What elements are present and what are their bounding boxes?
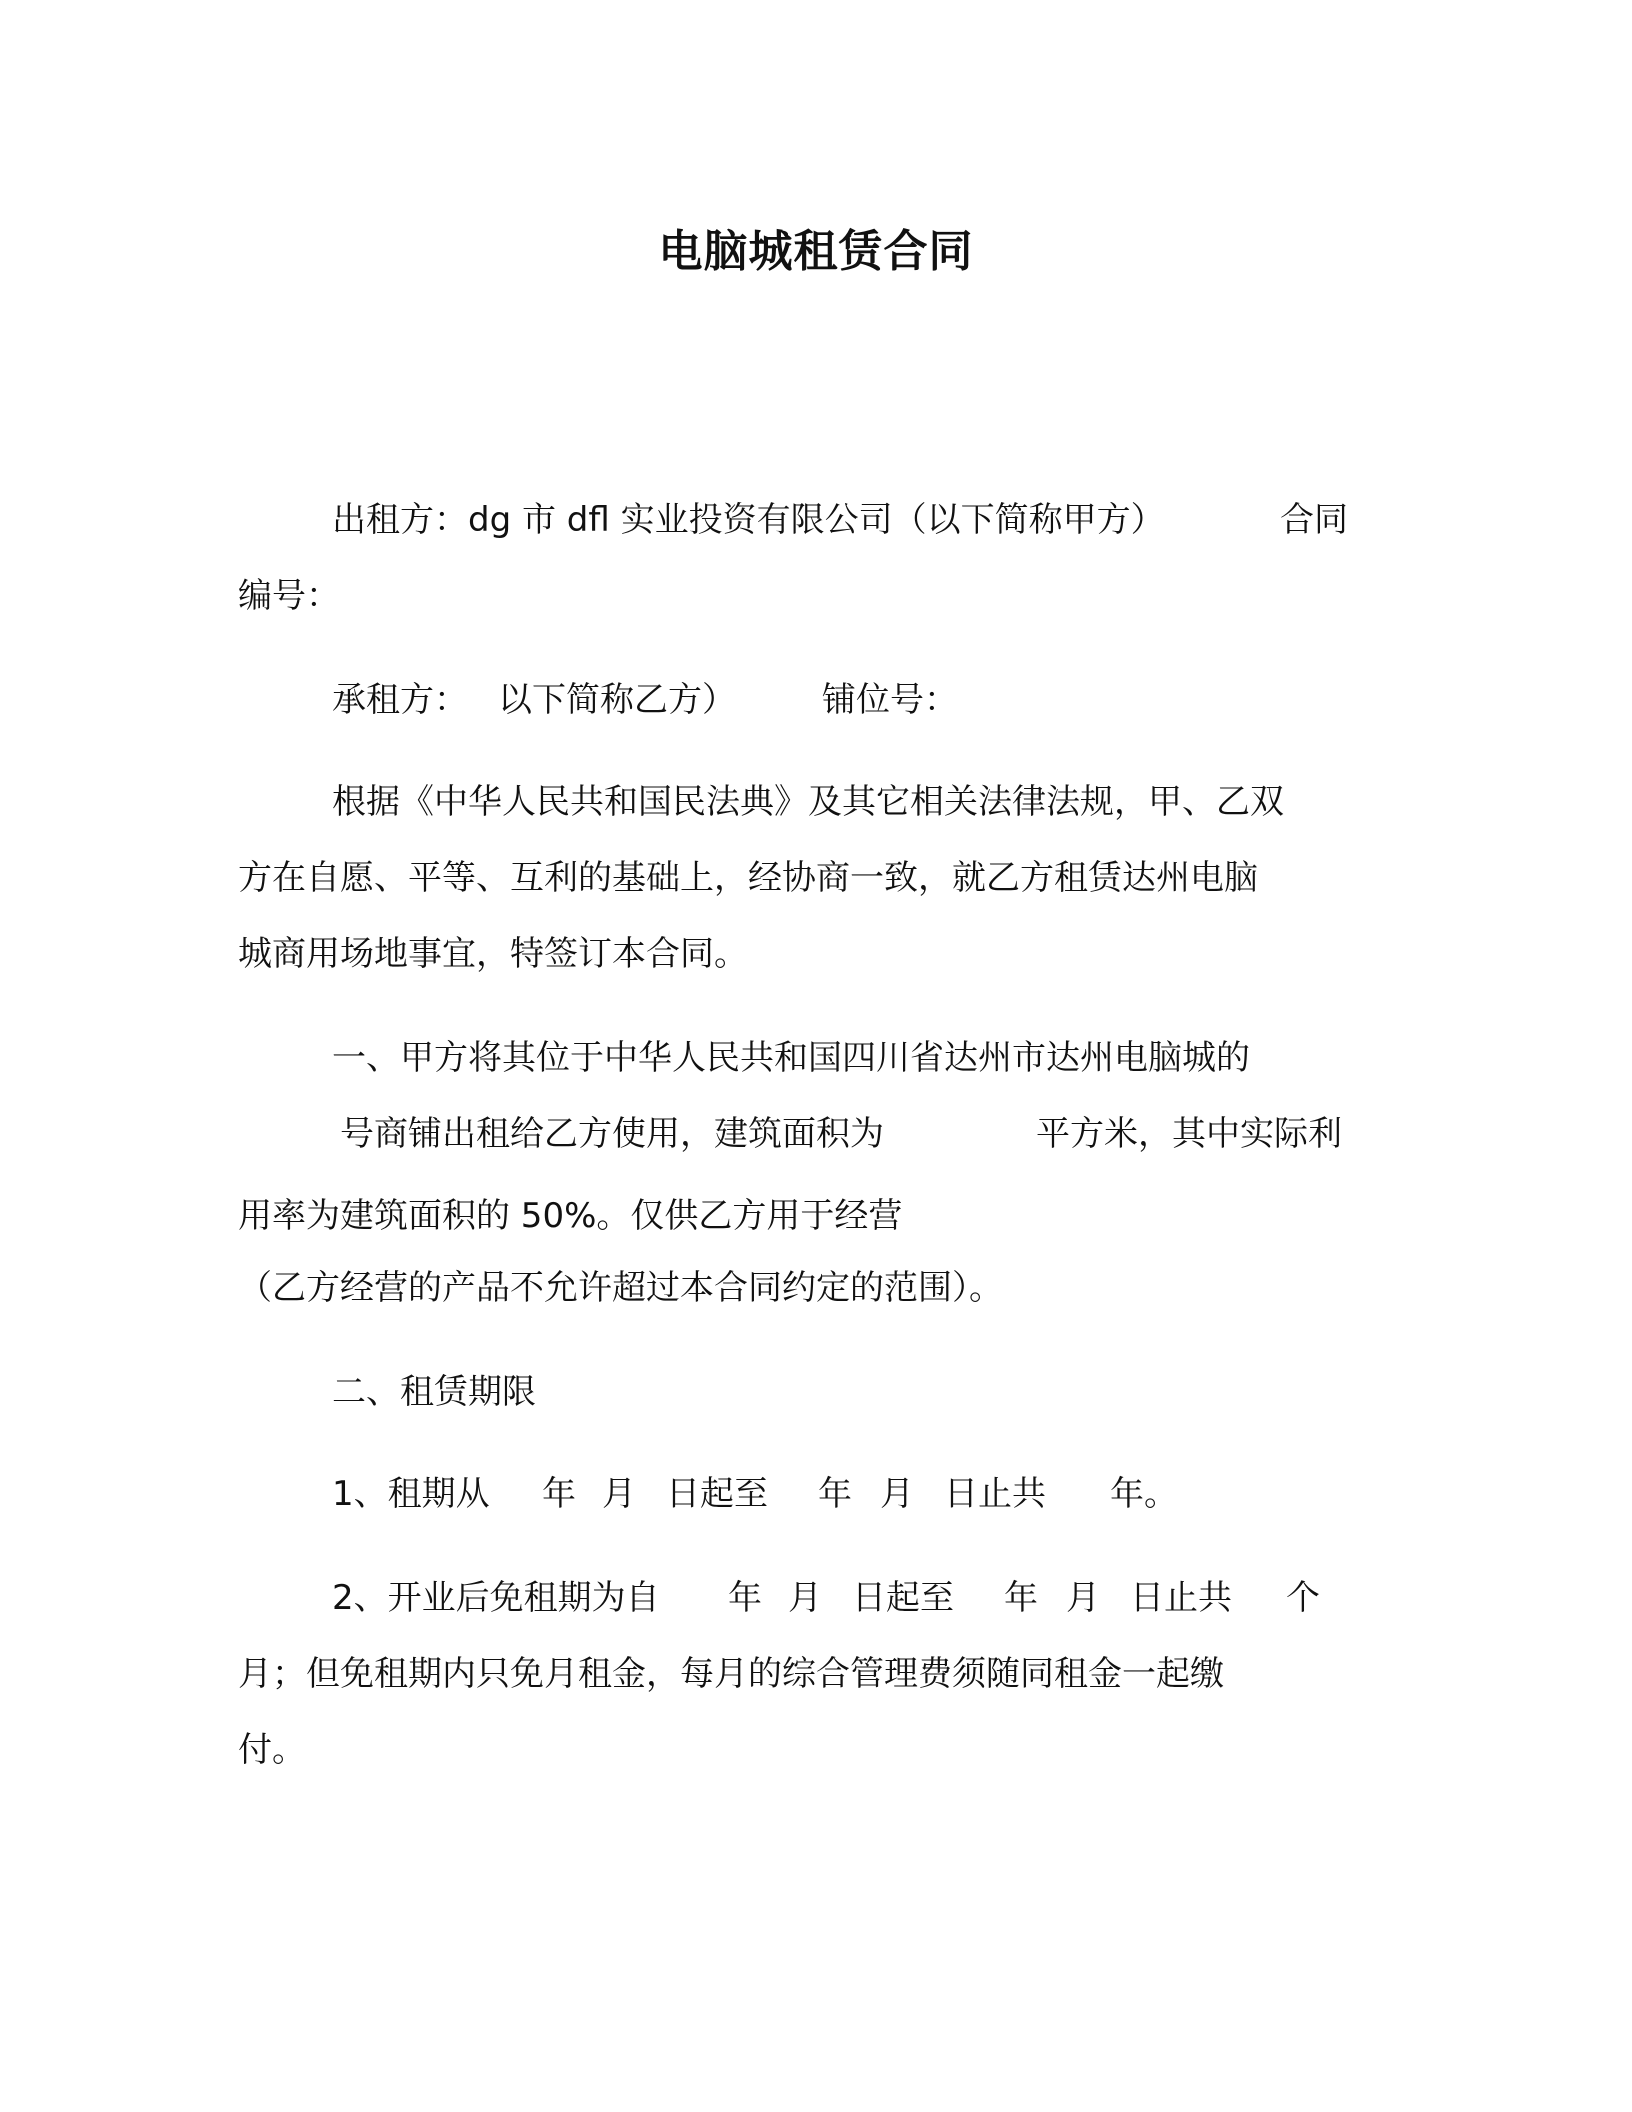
- term-item1-from: 日起至: [666, 1474, 768, 1514]
- term-item2-until: 日止共: [1130, 1578, 1232, 1618]
- term-item2-year: 年: [728, 1578, 762, 1618]
- term-item2-year: 年: [1004, 1578, 1038, 1618]
- term-item1-until: 日止共: [944, 1474, 1046, 1514]
- term-item2-line: 付。: [238, 1730, 306, 1770]
- term-item1-month: 月: [880, 1474, 914, 1514]
- clause1-line: （乙方经营的产品不允许超过本合同约定的范围）。: [238, 1268, 1003, 1308]
- term-item2-prefix: 2、开业后免租期为自: [332, 1578, 660, 1618]
- clause1-line: 一、甲方将其位于中华人民共和国四川省达州市达州电脑城的: [332, 1038, 1250, 1078]
- preamble-line: 根据《中华人民共和国民法典》及其它相关法律法规，甲、乙双: [332, 782, 1284, 822]
- term-item1-year: 年: [542, 1474, 576, 1514]
- preamble-line: 方在自愿、平等、互利的基础上，经协商一致，就乙方租赁达州电脑: [238, 858, 1258, 898]
- shop-number-label: 铺位号：: [822, 680, 958, 720]
- lessor-line: [332, 496, 1165, 544]
- term-item1-prefix: 1、租期从: [332, 1474, 490, 1514]
- clause2-heading: 二、租赁期限: [332, 1372, 536, 1412]
- lessee-abbr: 以下简称乙方）: [498, 680, 736, 720]
- preamble-line: 城商用场地事宜，特签订本合同。: [238, 934, 748, 974]
- term-item1-year: 年: [818, 1474, 852, 1514]
- contract-label: 合同: [1280, 500, 1348, 540]
- term-item1-total: 年。: [1110, 1474, 1178, 1514]
- clause1-line: 平方米，其中实际利: [1036, 1114, 1342, 1154]
- clause1-line: 用率为建筑面积的 50%。仅供乙方用于经营: [238, 1196, 903, 1236]
- document-title: 电脑城租赁合同: [658, 226, 974, 277]
- lessor-text: 出租方：dg 市 dfl 实业投资有限公司（以下简称甲方）: [332, 500, 1165, 540]
- term-item2-line: 月；但免租期内只免月租金，每月的综合管理费须随同租金一起缴: [238, 1654, 1224, 1694]
- term-item2-month: 月: [1066, 1578, 1100, 1618]
- contract-number-label: 编号：: [238, 576, 340, 616]
- term-item2-count: 个: [1286, 1578, 1320, 1618]
- term-item2-month: 月: [788, 1578, 822, 1618]
- lessee-label: 承租方：: [332, 680, 468, 720]
- clause1-line: 号商铺出租给乙方使用，建筑面积为: [340, 1114, 884, 1154]
- term-item1-month: 月: [602, 1474, 636, 1514]
- term-item2-from: 日起至: [852, 1578, 954, 1618]
